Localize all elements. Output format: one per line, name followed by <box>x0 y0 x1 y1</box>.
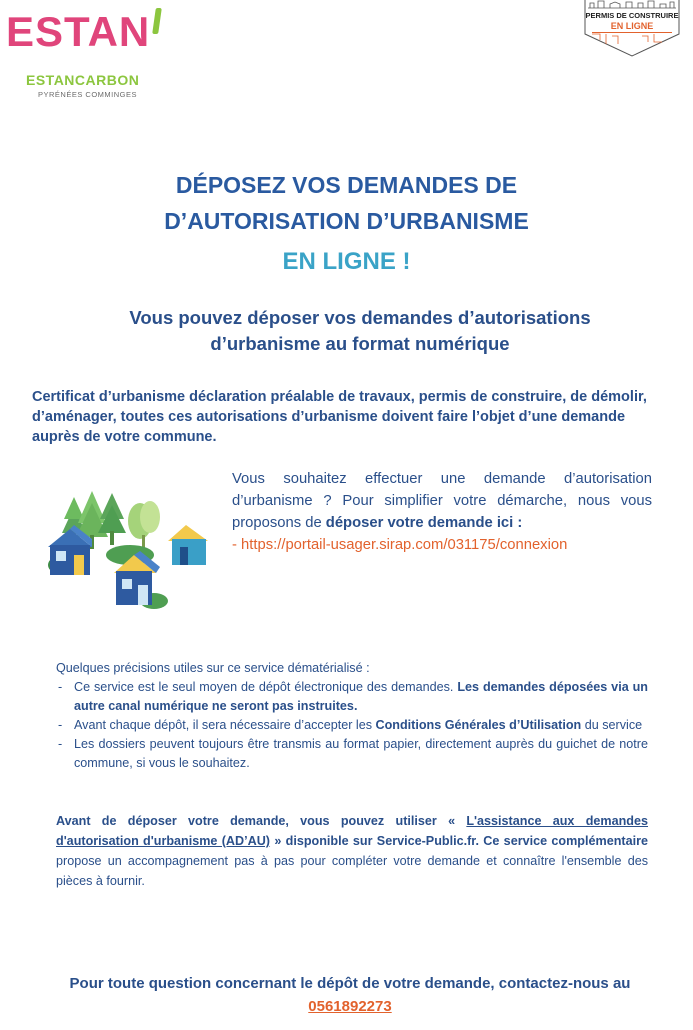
subtitle-line-2: d’urbanisme au format numérique <box>210 333 510 354</box>
assistance-paragraph: Avant de déposer votre demande, vous pouvez utiliser « L'assistance aux demandes d'autorisation d'urbanisme (AD’AU) » disponible sur Service-Public.fr. Ce service complémentaire propose un accompagnement pas à pas pour compléter votre demande et connaître l'ensemble des pièces à fournir. <box>56 814 649 888</box>
logo-subtitle: PYRÉNÉES COMMINGES <box>38 90 138 99</box>
invite-text: Vous souhaitez effectuer une demande d’autorisation d’urbanisme ? Pour simplifier votre démarche, nous vous proposons de <box>232 471 652 531</box>
useful-notes <box>56 659 648 773</box>
logo-mark: ESTAN <box>6 8 151 55</box>
badge-line-1: PERMIS DE CONSTRUIRE <box>585 11 679 20</box>
subtitle <box>60 305 660 357</box>
phone-link[interactable]: 0561892273 <box>308 998 392 1015</box>
list-item: - Ce service est le seul moyen de dépôt électronique des demandes. Les demandes déposées via un autre canal numérique ne seront pas instruites. <box>56 678 648 716</box>
estancarbon-logo <box>6 8 176 103</box>
adau-assistance-link[interactable]: L'assistance aux demandes d'autorisation d'urbanisme (AD’AU) <box>56 814 649 848</box>
title-line-3: EN LIGNE ! <box>282 248 411 275</box>
title-line-1: DÉPOSEZ VOS DEMANDES DE <box>175 172 518 198</box>
invite-strong: déposer votre demande ici : <box>325 515 523 531</box>
logo-accent-icon <box>152 8 162 34</box>
village-illustration <box>44 485 214 610</box>
logo-name: ESTANCARBON <box>26 72 140 88</box>
subtitle-line-1: Vous pouvez déposer vos demandes d’autorisations <box>129 307 591 328</box>
list-item: - Avant chaque dépôt, il sera nécessaire d’accepter les Conditions Générales d’Utilisation du service <box>56 716 648 735</box>
portal-link[interactable]: - https://portail-usager.sirap.com/031175/connexion <box>232 537 568 553</box>
contact-footer <box>40 972 660 1018</box>
contact-text: Pour toute question concernant le dépôt de votre demande, contactez-nous au <box>69 975 631 992</box>
notes-heading: Quelques précisions utiles sur ce service dématérialisé : <box>56 661 370 675</box>
notes-list <box>56 678 648 773</box>
title-line-2: D’AUTORISATION D’URBANISME <box>164 208 529 234</box>
badge-line-2: EN LIGNE <box>610 21 654 31</box>
list-item: - Les dossiers peuvent toujours être transmis au format papier, directement auprès du guichet de notre commune, si vous le souhaitez. <box>56 735 648 773</box>
houses-trees-icon <box>44 485 214 610</box>
online-request-invite <box>232 468 652 556</box>
intro-paragraph: Certificat d’urbanisme déclaration préalable de travaux, permis de construire, de démolir, d’aménager, toutes ces autorisations d’urbanisme doivent faire l’objet d’une demande auprès de votre commune. <box>32 389 647 445</box>
permis-en-ligne-badge <box>582 0 682 58</box>
